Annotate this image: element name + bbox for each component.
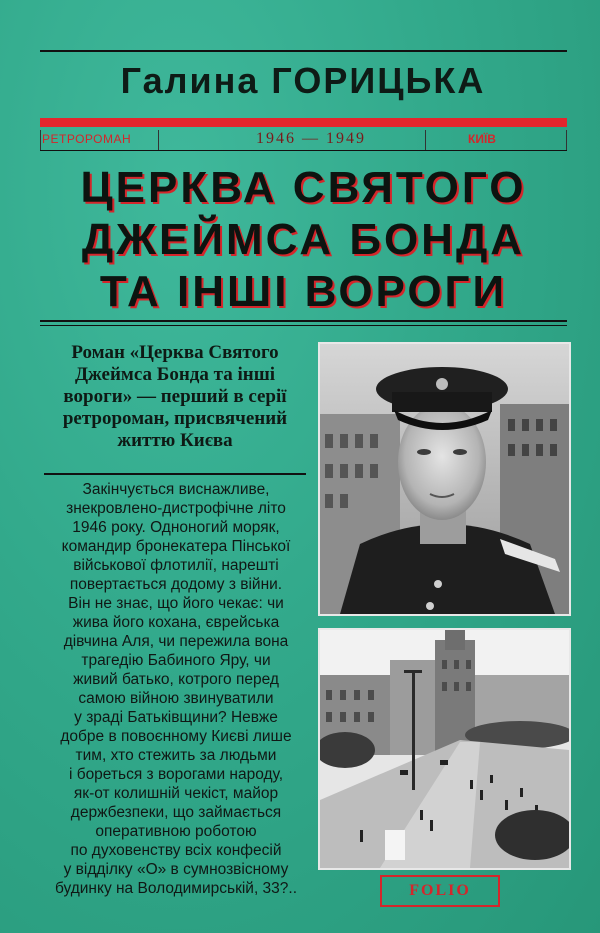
synopsis-line: у зраді Батьківщини? Невже xyxy=(74,709,278,726)
synopsis-line: держбезпеки, що займається xyxy=(70,804,282,821)
synopsis-line: по духовенству всіх конфесій xyxy=(70,842,282,859)
synopsis-line: живий батько, котрого перед xyxy=(73,671,279,688)
synopsis-line: будинку на Володимирській, 33?.. xyxy=(54,880,298,897)
portrait-photo xyxy=(318,342,571,616)
title-line: ДЖЕЙМСА БОНДА xyxy=(81,215,526,264)
synopsis-line: самою війною звинуватили xyxy=(78,690,274,707)
lead-line: життю Києва xyxy=(117,430,233,451)
synopsis-line: добре в повоєнному Києві лише xyxy=(60,728,292,745)
lead-paragraph xyxy=(46,342,304,452)
city-label: КИЇВ xyxy=(468,132,496,146)
meta-separator xyxy=(40,130,41,150)
synopsis xyxy=(40,480,312,898)
synopsis-line: трагедію Бабиного Яру, чи xyxy=(81,652,271,669)
synopsis-line: військової флотилії, нарешті xyxy=(73,557,279,574)
title-bottom-rule-thin xyxy=(40,325,567,326)
lead-line: Роман «Церква Святого xyxy=(71,342,279,363)
lead-line: ретророман, присвячений xyxy=(62,408,288,429)
synopsis-line: і бореться з ворогами народу, xyxy=(68,766,284,783)
synopsis-line: Він не знає, що його чекає: чи xyxy=(68,595,284,612)
publisher-badge xyxy=(380,875,500,907)
meta-bottom-rule xyxy=(40,150,567,151)
publisher-name: FOLIO xyxy=(409,882,471,899)
red-bar xyxy=(40,118,567,127)
meta-separator xyxy=(566,130,567,150)
synopsis-line: знекровлено-дистрофічне літо xyxy=(66,500,286,517)
top-rule xyxy=(40,50,567,52)
author-name: Галина ГОРИЦЬКА xyxy=(120,60,486,101)
lead-line: вороги» — перший в серії xyxy=(63,386,287,407)
synopsis-line: жива його кохана, єврейська xyxy=(72,614,280,631)
title-line: ЦЕРКВА СВЯТОГО xyxy=(80,163,527,212)
title-bottom-rule xyxy=(40,320,567,322)
meta-separator xyxy=(425,130,426,150)
series-label: РЕТРОРОМАН xyxy=(42,132,132,146)
years-label: 1946 — 1949 xyxy=(256,130,366,147)
synopsis-line: Закінчується виснажливе, xyxy=(82,481,270,498)
synopsis-line: оперативною роботою xyxy=(95,823,257,840)
meta-separator xyxy=(158,130,159,150)
title-line: ТА ІНШІ ВОРОГИ xyxy=(99,267,508,316)
synopsis-line: дівчина Аля, чи пережила вона xyxy=(63,633,289,650)
book-title xyxy=(40,162,567,318)
synopsis-line: командир бронекатера Пінської xyxy=(61,538,291,555)
lead-divider xyxy=(44,473,306,475)
synopsis-line: повертається додому з війни. xyxy=(69,576,283,593)
meta-row xyxy=(40,130,567,150)
synopsis-line: 1946 року. Одноногий моряк, xyxy=(72,519,280,536)
street-image xyxy=(320,630,569,868)
synopsis-line: як-от колишній чекіст, майор xyxy=(73,785,279,802)
street-photo xyxy=(318,628,571,870)
synopsis-line: тим, хто стежить за людьми xyxy=(75,747,277,764)
lead-line: Джеймса Бонда та інші xyxy=(74,364,276,385)
portrait-image xyxy=(320,344,569,614)
synopsis-line: у відділку «О» в сумнозвісному xyxy=(63,861,289,878)
